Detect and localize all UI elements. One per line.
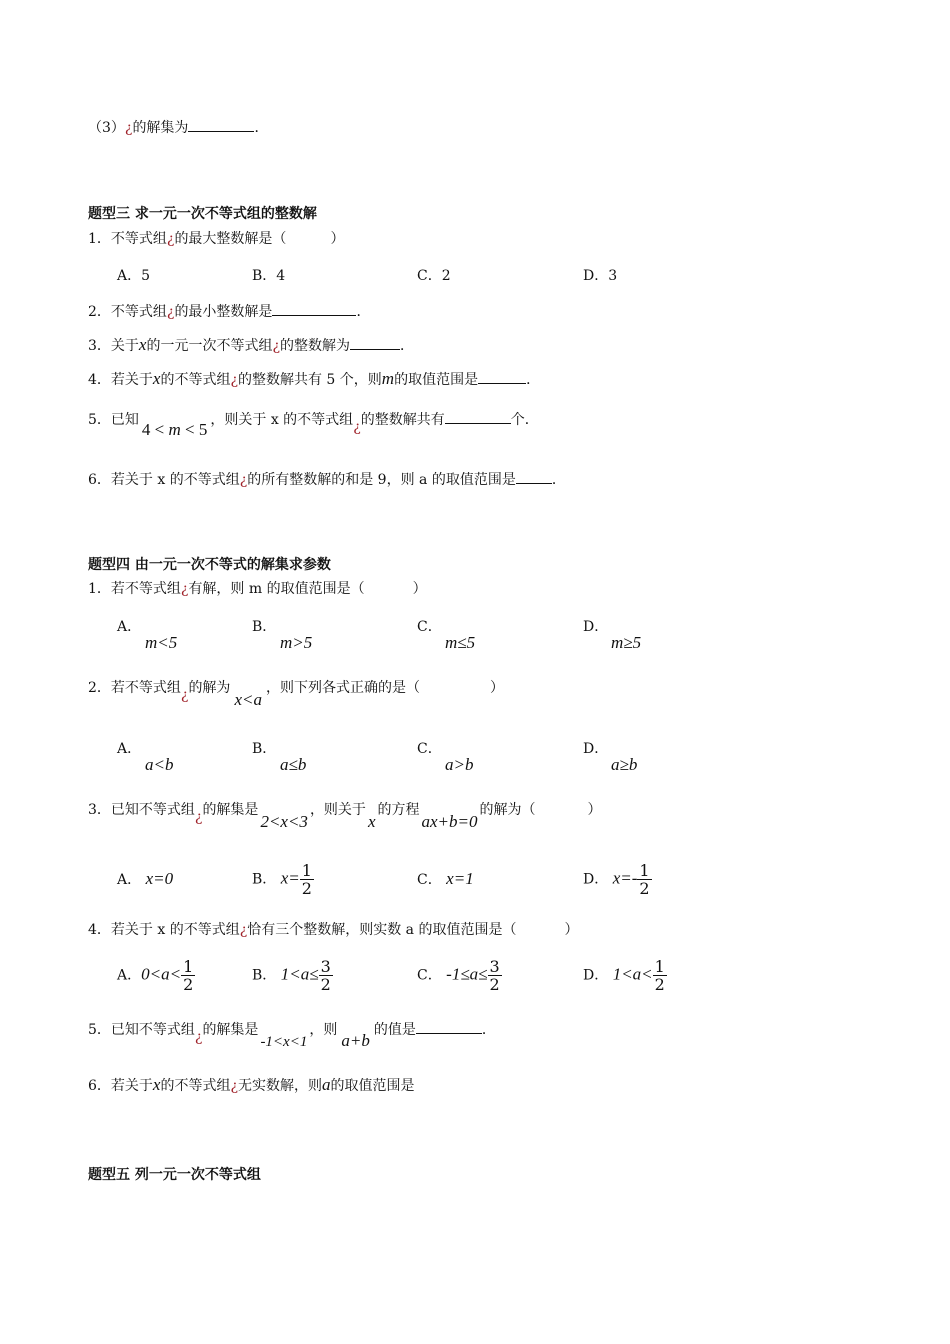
top-end: ．: [254, 120, 269, 136]
s4-q3-option-a[interactable]: A． x=0: [117, 869, 174, 888]
s4-q2: 2．若不等式组¿的解为x<a，则下列各式正确的是（ ）: [88, 680, 504, 709]
answer-blank[interactable]: [350, 335, 400, 350]
s4-q1-option-b[interactable]: B． m>5: [252, 619, 313, 652]
equation-ax-b: ax+b=0: [421, 812, 478, 831]
inequality-x-a: x<a: [234, 690, 262, 709]
s3-q3: 3．关于x的一元一次不等式组¿的整数解为 ．: [88, 335, 414, 354]
answer-blank[interactable]: [478, 369, 526, 384]
inequality-neg1-x-1: -1<x<1: [260, 1034, 308, 1050]
s4-q3-option-c[interactable]: C． x=1: [417, 869, 474, 888]
missing-formula-mark: ¿: [239, 472, 248, 488]
top-line: [88, 117, 268, 137]
top-label: （3）: [88, 120, 125, 136]
s4-q2-option-d[interactable]: D． a≥b: [583, 741, 638, 774]
inequality-4-m-5: 4 < m < 5: [141, 420, 208, 439]
top-text: 的解集为: [132, 120, 189, 136]
missing-formula-mark: ¿: [194, 809, 203, 825]
missing-formula-mark: ¿: [230, 372, 238, 388]
answer-blank[interactable]: [188, 117, 254, 132]
s3-q1-option-a[interactable]: A．5: [117, 268, 151, 284]
missing-formula-mark: ¿: [230, 1078, 238, 1094]
answer-blank[interactable]: [416, 1019, 482, 1034]
s3-q1-option-b[interactable]: B．4: [252, 268, 286, 284]
s4-q1-option-d[interactable]: D． m≥5: [583, 619, 642, 652]
answer-blank[interactable]: [445, 409, 511, 424]
s4-q4: 4．若关于 x 的不等式组¿恰有三个整数解，则实数 a 的取值范围是（ ）: [88, 922, 579, 938]
s3-q1-option-d[interactable]: D．3: [583, 268, 618, 284]
missing-formula-mark: ¿: [239, 922, 248, 938]
fraction-one-half: $\frac{1}{2}$: [301, 861, 312, 898]
s4-q6: 6．若关于x的不等式组¿无实数解，则a的取值范围是: [88, 1075, 415, 1094]
s4-q3: 3．已知不等式组¿的解集是2<x<3，则关于x的方程ax+b=0的解为（ ）: [88, 802, 602, 831]
missing-formula-mark: ¿: [353, 419, 361, 435]
missing-formula-mark: ¿: [194, 1029, 203, 1045]
missing-formula-mark: ¿: [124, 120, 133, 136]
s4-q1: 1．若不等式组¿有解，则 m 的取值范围是（ ）: [88, 581, 427, 597]
s3-q1: 1．不等式组¿的最大整数解是（ ）: [88, 231, 345, 247]
s4-q1-option-c[interactable]: C． m≤5: [417, 619, 476, 652]
missing-formula-mark: ¿: [180, 687, 189, 703]
missing-formula-mark: ¿: [166, 304, 175, 320]
s4-q1-option-a[interactable]: A． m<5: [117, 619, 178, 652]
s3-q2: 2．不等式组¿的最小整数解是 ．: [88, 301, 370, 321]
section-4-title: 题型四 由一元一次不等式的解集求参数: [88, 557, 331, 573]
section-3-title: 题型三 求一元一次不等式组的整数解: [88, 206, 317, 222]
missing-formula-mark: ¿: [272, 338, 280, 354]
fraction-one-half: $\frac{1}{2}$: [639, 861, 650, 898]
answer-blank[interactable]: [272, 301, 356, 316]
section-5-title: 题型五 列一元一次不等式组: [88, 1167, 261, 1183]
inequality-2-x-3: 2<x<3: [260, 812, 308, 831]
missing-formula-mark: ¿: [166, 231, 175, 247]
s4-q4-option-c[interactable]: C． -1≤a≤ $\frac{3}{2}$: [417, 957, 500, 994]
s4-q3-option-b[interactable]: B． x= $\frac{1}{2}$: [252, 861, 312, 898]
s3-q6: 6．若关于 x 的不等式组¿的所有整数解的和是 9，则 a 的取值范围是 ．: [88, 469, 566, 489]
missing-formula-mark: ¿: [180, 581, 189, 597]
s3-q4: 4．若关于x的不等式组¿的整数解共有 5 个，则m的取值范围是 ．: [88, 369, 541, 388]
answer-blank[interactable]: [516, 469, 552, 484]
s4-q4-option-d[interactable]: D． 1<a< $\frac{1}{2}$: [583, 957, 665, 994]
s4-q2-option-b[interactable]: B． a≤b: [252, 741, 307, 774]
s3-q1-option-c[interactable]: C．2: [417, 268, 451, 284]
expression-a-plus-b: a+b: [341, 1031, 370, 1050]
s4-q3-option-d[interactable]: D． x=- $\frac{1}{2}$: [583, 861, 650, 898]
s4-q5: 5．已知不等式组¿的解集是-1<x<1，则a+b的值是 ．: [88, 1019, 496, 1039]
s4-q4-option-b[interactable]: B． 1<a≤ $\frac{3}{2}$: [252, 957, 331, 994]
s4-q2-option-a[interactable]: A． a<b: [117, 741, 174, 774]
s3-q5: 5．已知 4 < m < 5 ，则关于 x 的不等式组¿的整数解共有 个．: [88, 409, 539, 429]
s4-q4-option-a[interactable]: A．0<a< $\frac{1}{2}$: [117, 957, 194, 994]
s4-q2-option-c[interactable]: C． a>b: [417, 741, 474, 774]
